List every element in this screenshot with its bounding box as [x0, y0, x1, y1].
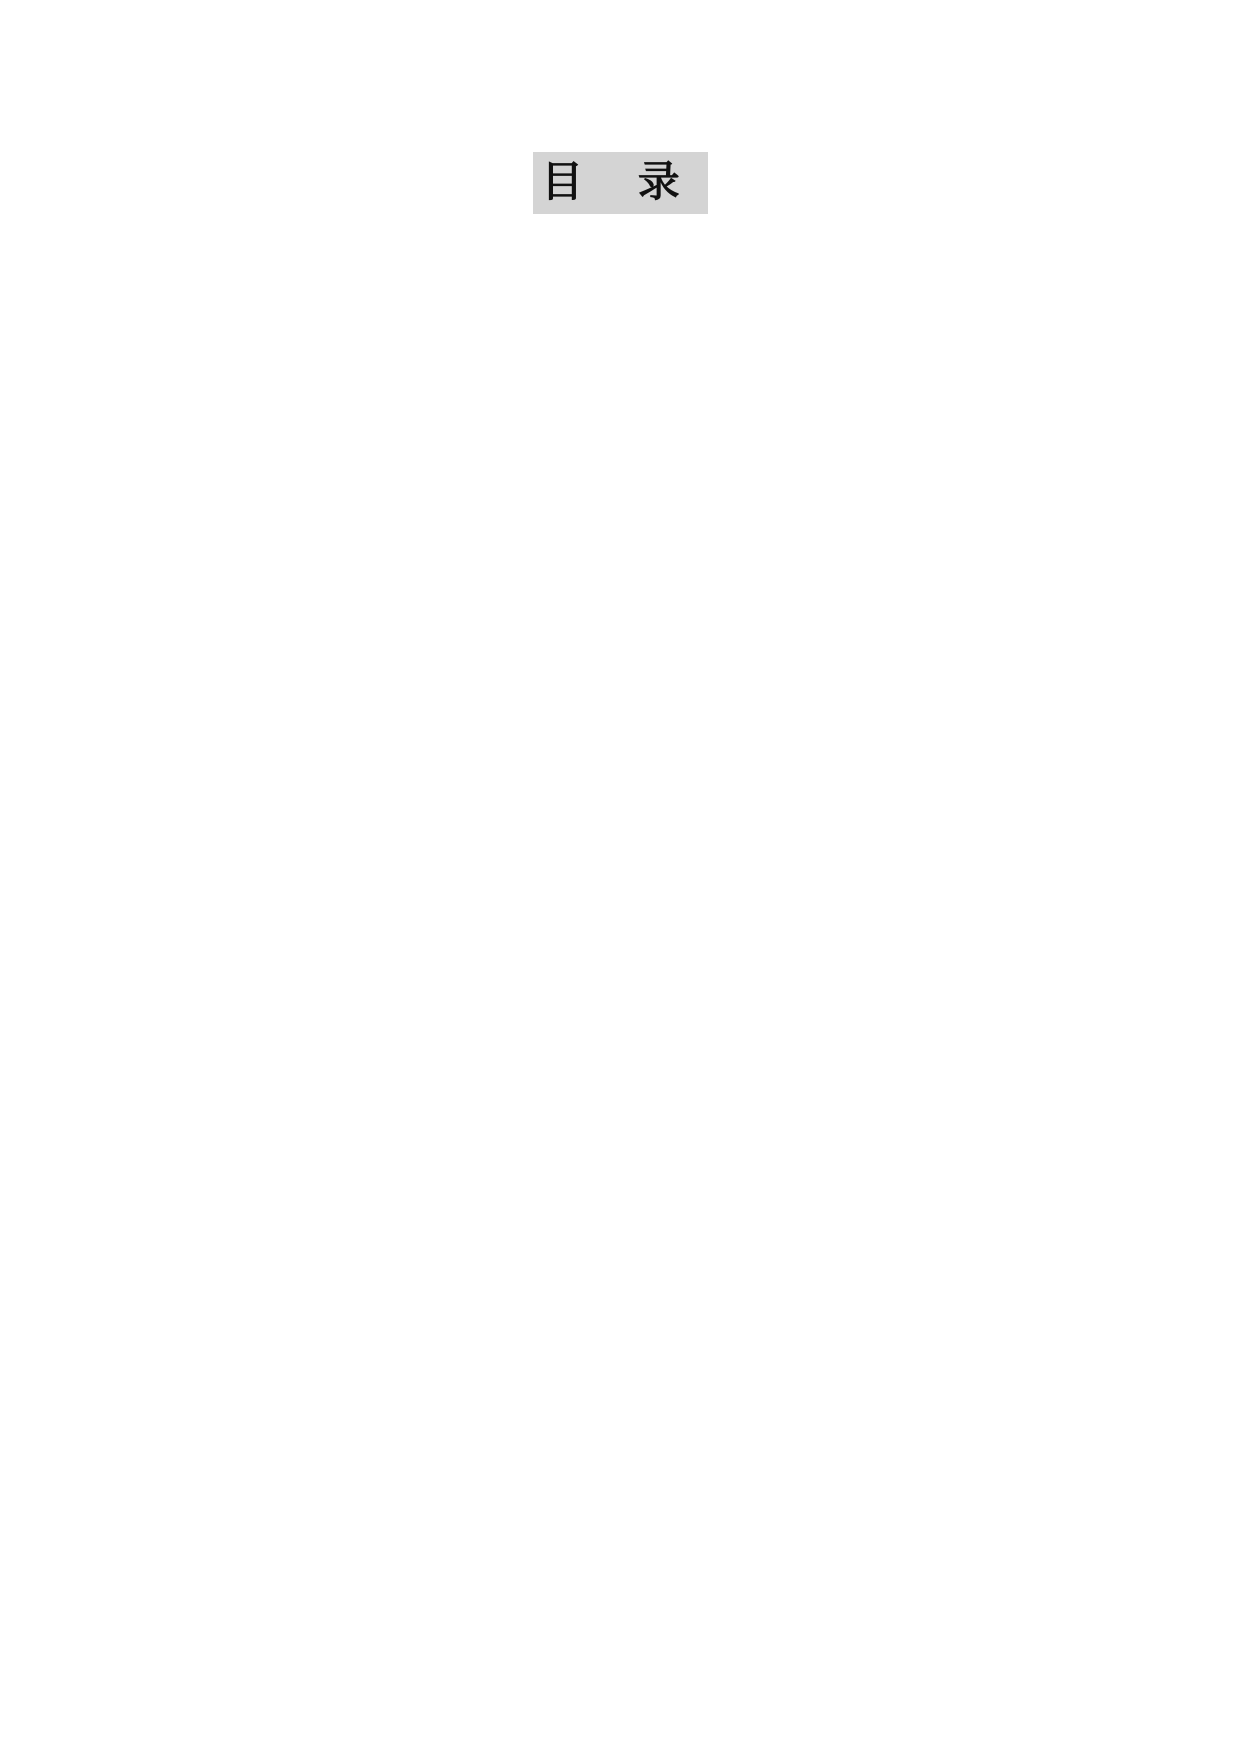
title-wrap — [0, 152, 1241, 214]
page-title: 目 录 — [533, 152, 708, 214]
